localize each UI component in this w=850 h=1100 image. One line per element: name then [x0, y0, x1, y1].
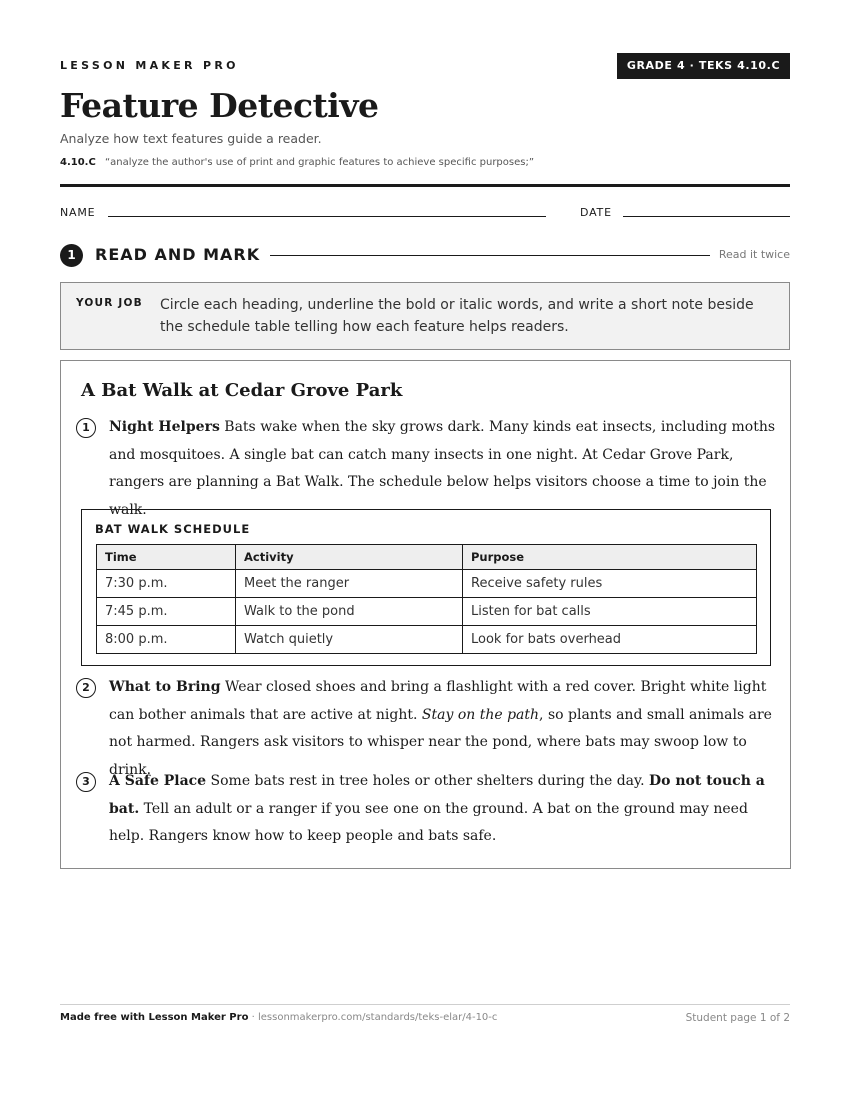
standard-code: 4.10.C [60, 157, 96, 168]
date-field[interactable] [623, 216, 790, 217]
name-label: NAME [60, 206, 96, 219]
table-cell: Meet the ranger [236, 570, 463, 598]
paragraph-body-2a: Wear closed shoes and bring a flashlight with a red cover. Bright white light can bother animals that are active at night. [109, 679, 767, 723]
paragraph-heading-3: A Safe Place [109, 773, 207, 789]
table-cell: Walk to the pond [236, 598, 463, 626]
table-cell: 7:30 p.m. [97, 570, 236, 598]
page-title: Feature Detective [60, 86, 379, 125]
table-cell: Listen for bat calls [463, 598, 757, 626]
table-row [97, 598, 757, 626]
paragraph-number-3: 3 [76, 772, 96, 792]
section-title: READ AND MARK [95, 245, 261, 264]
paragraph-number-2: 2 [76, 678, 96, 698]
name-field[interactable] [108, 216, 546, 217]
footer-credit [60, 1012, 497, 1023]
header-divider [60, 184, 790, 187]
footer-made: Made free with Lesson Maker Pro [60, 1012, 249, 1023]
brand-name: LESSON MAKER PRO [60, 59, 239, 72]
table-row [97, 570, 757, 598]
paragraph-body-2b: , so plants and small animals are not harmed. Rangers ask visitors to whisper near the pond, where bats may swoop low to drink. [109, 706, 772, 778]
your-job-label: YOUR JOB [76, 297, 143, 309]
footer-separator: · [248, 1012, 258, 1023]
table-cell: 7:45 p.m. [97, 598, 236, 626]
schedule-header-purpose: Purpose [463, 545, 757, 570]
section-number: 1 [60, 244, 83, 267]
table-cell: Watch quietly [236, 626, 463, 654]
schedule-title: BAT WALK SCHEDULE [95, 522, 251, 536]
schedule-table [96, 544, 757, 654]
standard-line [60, 157, 534, 168]
paragraph-heading-1: Night Helpers [109, 419, 220, 435]
section-note: Read it twice [718, 248, 790, 261]
bold-phrase: Do not touch a bat. [109, 773, 765, 817]
schedule-header-activity: Activity [236, 545, 463, 570]
table-row [97, 626, 757, 654]
paragraph-body-3b: Tell an adult or a ranger if you see one on the ground. A bat on the ground may need help. Rangers know how to keep people and bats safe. [109, 800, 748, 844]
paragraph-number-1: 1 [76, 418, 96, 438]
paragraph-1 [109, 414, 781, 524]
your-job-box [60, 282, 790, 350]
standard-text: “analyze the author's use of print and graphic features to achieve specific purposes;” [105, 157, 535, 168]
page-indicator: Student page 1 of 2 [685, 1012, 790, 1024]
date-label: DATE [580, 206, 612, 219]
article-title: A Bat Walk at Cedar Grove Park [81, 380, 403, 401]
grade-badge: GRADE 4 · TEKS 4.10.C [617, 53, 790, 79]
schedule-header-time: Time [97, 545, 236, 570]
your-job-text: Circle each heading, underline the bold or italic words, and write a short note beside the schedule table telling how each feature helps readers. [160, 297, 754, 335]
paragraph-3 [109, 768, 781, 851]
page-subtitle: Analyze how text features guide a reader. [60, 131, 322, 146]
footer-divider [60, 1004, 790, 1005]
table-cell: Look for bats overhead [463, 626, 757, 654]
italic-phrase: Stay on the path [421, 706, 540, 723]
footer-url[interactable]: lessonmakerpro.com/standards/teks-elar/4-10-c [257, 1012, 498, 1023]
paragraph-body-3a: Some bats rest in tree holes or other shelters during the day. [206, 773, 649, 789]
schedule-header-row [97, 545, 757, 570]
article-box [60, 360, 791, 869]
table-cell: 8:00 p.m. [97, 626, 236, 654]
paragraph-body-1: Bats wake when the sky grows dark. Many kinds eat insects, including moths and mosquitoes. A single bat can catch many insects in one night. At Cedar Grove Park, rangers are planning a Bat Walk. The schedule below helps visitors choose a time to join the walk. [109, 419, 776, 518]
table-cell: Receive safety rules [463, 570, 757, 598]
bat-walk-schedule [81, 509, 771, 666]
section-rule [270, 255, 710, 256]
paragraph-heading-2: What to Bring [109, 679, 221, 695]
